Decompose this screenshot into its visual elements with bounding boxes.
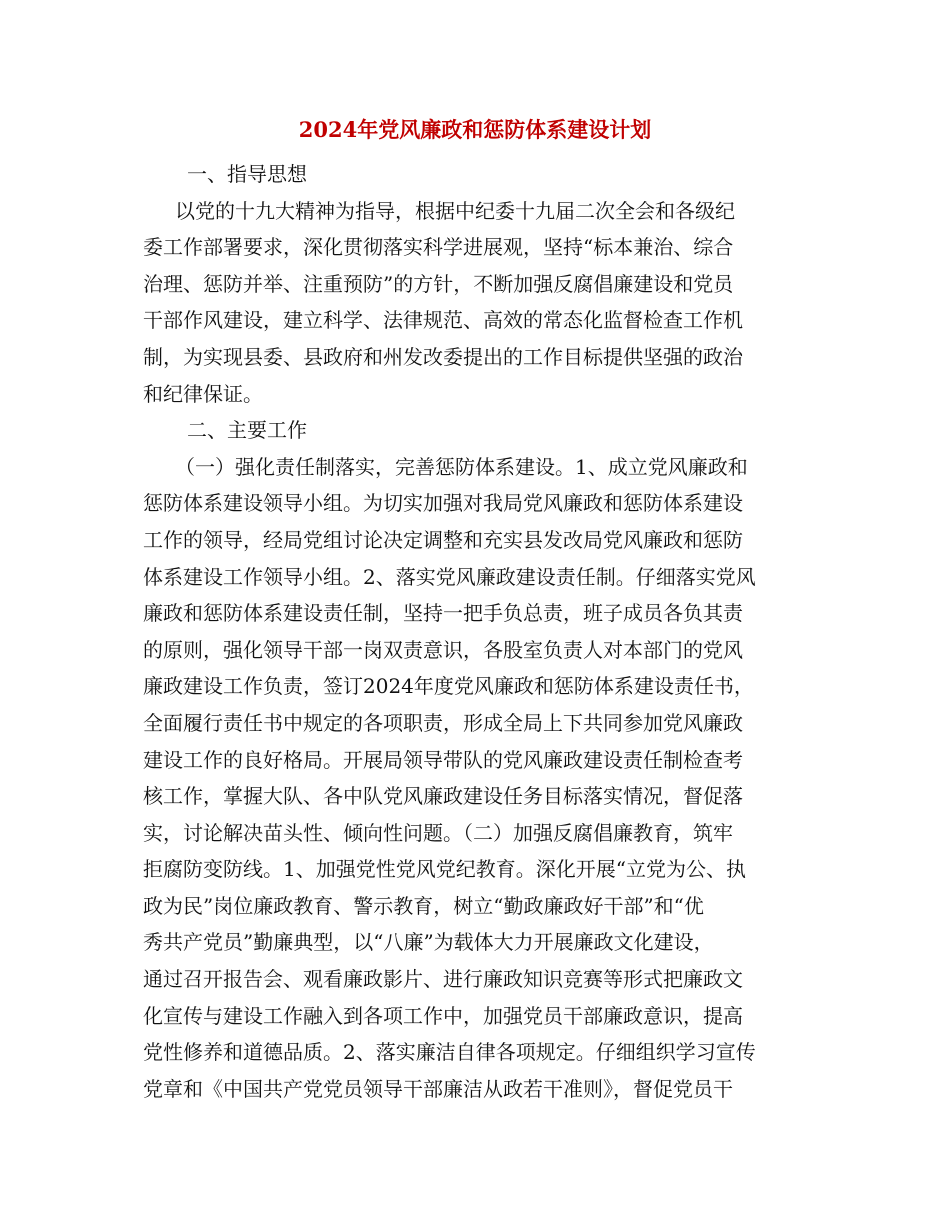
document-title: 2024年党风廉政和惩防体系建设计划 xyxy=(298,117,652,142)
paragraph-line: 委工作部署要求，深化贯彻落实科学进展观，坚持“标本兼治、综合 xyxy=(143,235,734,260)
paragraph-line: 惩防体系建设领导小组。为切实加强对我局党风廉政和惩防体系建设 xyxy=(143,491,743,516)
paragraph-line: 制，为实现县委、县政府和州发改委提出的工作目标提供坚强的政治 xyxy=(143,344,743,369)
paragraph-line: 廉政建设工作负责，签订2024年度党风廉政和惩防体系建设责任书， xyxy=(143,674,754,699)
section-heading-guiding-ideology: 一、指导思想 xyxy=(187,162,307,186)
paragraph-line: 秀共产党员”勤廉典型，以“八廉”为载体大力开展廉政文化建设， xyxy=(143,930,714,955)
paragraph-line: 工作的领导，经局党组讨论决定调整和充实县发改局党风廉政和惩防 xyxy=(143,527,743,552)
paragraph-line: 拒腐防变防线。1、加强党性党风党纪教育。深化开展“立党为公、执 xyxy=(143,857,746,882)
paragraph-line: 的原则，强化领导干部一岗双责意识，各股室负责人对本部门的党风 xyxy=(143,637,743,662)
paragraph-line: 全面履行责任书中规定的各项职责，形成全局上下共同参加党风廉政 xyxy=(143,710,743,735)
paragraph-line: 实，讨论解决苗头性、倾向性问题。（二）加强反腐倡廉教育，筑牢 xyxy=(143,820,733,845)
paragraph-line: 政为民”岗位廉政教育、警示教育，树立“勤政廉政好干部”和“优 xyxy=(143,893,704,918)
paragraph-line: 以党的十九大精神为指导，根据中纪委十九届二次全会和各级纪 xyxy=(175,198,735,223)
paragraph-line: 和纪律保证。 xyxy=(143,381,263,406)
paragraph-line: 廉政和惩防体系建设责任制，坚持一把手负总责，班子成员各负其责 xyxy=(143,601,743,626)
paragraph-line: 化宣传与建设工作融入到各项工作中，加强党员干部廉政意识，提高 xyxy=(143,1003,743,1028)
paragraph-line: 治理、惩防并举、注重预防”的方针，不断加强反腐倡廉建设和党员 xyxy=(143,271,734,296)
paragraph-line: 党章和《中国共产党党员领导干部廉洁从政若干准则》，督促党员干 xyxy=(143,1076,733,1101)
document-body xyxy=(143,156,813,1107)
paragraph-line: 体系建设工作领导小组。2、落实党风廉政建设责任制。仔细落实党风 xyxy=(143,564,756,589)
paragraph-line: （一）强化责任制落实，完善惩防体系建设。1、成立党风廉政和 xyxy=(175,454,748,479)
paragraph-line: 干部作风建设，建立科学、法律规范、高效的常态化监督检查工作机 xyxy=(143,308,743,333)
paragraph-line: 党性修养和道德品质。2、落实廉洁自律各项规定。仔细组织学习宣传 xyxy=(143,1040,756,1065)
paragraph-line: 建设工作的良好格局。开展局领导带队的党风廉政建设责任制检查考 xyxy=(143,747,743,772)
section-heading-main-work: 二、主要工作 xyxy=(187,418,307,443)
paragraph-line: 通过召开报告会、观看廉政影片、进行廉政知识竞赛等形式把廉政文 xyxy=(143,967,743,992)
paragraph-line: 核工作，掌握大队、各中队党风廉政建设任务目标落实情况，督促落 xyxy=(143,784,743,809)
